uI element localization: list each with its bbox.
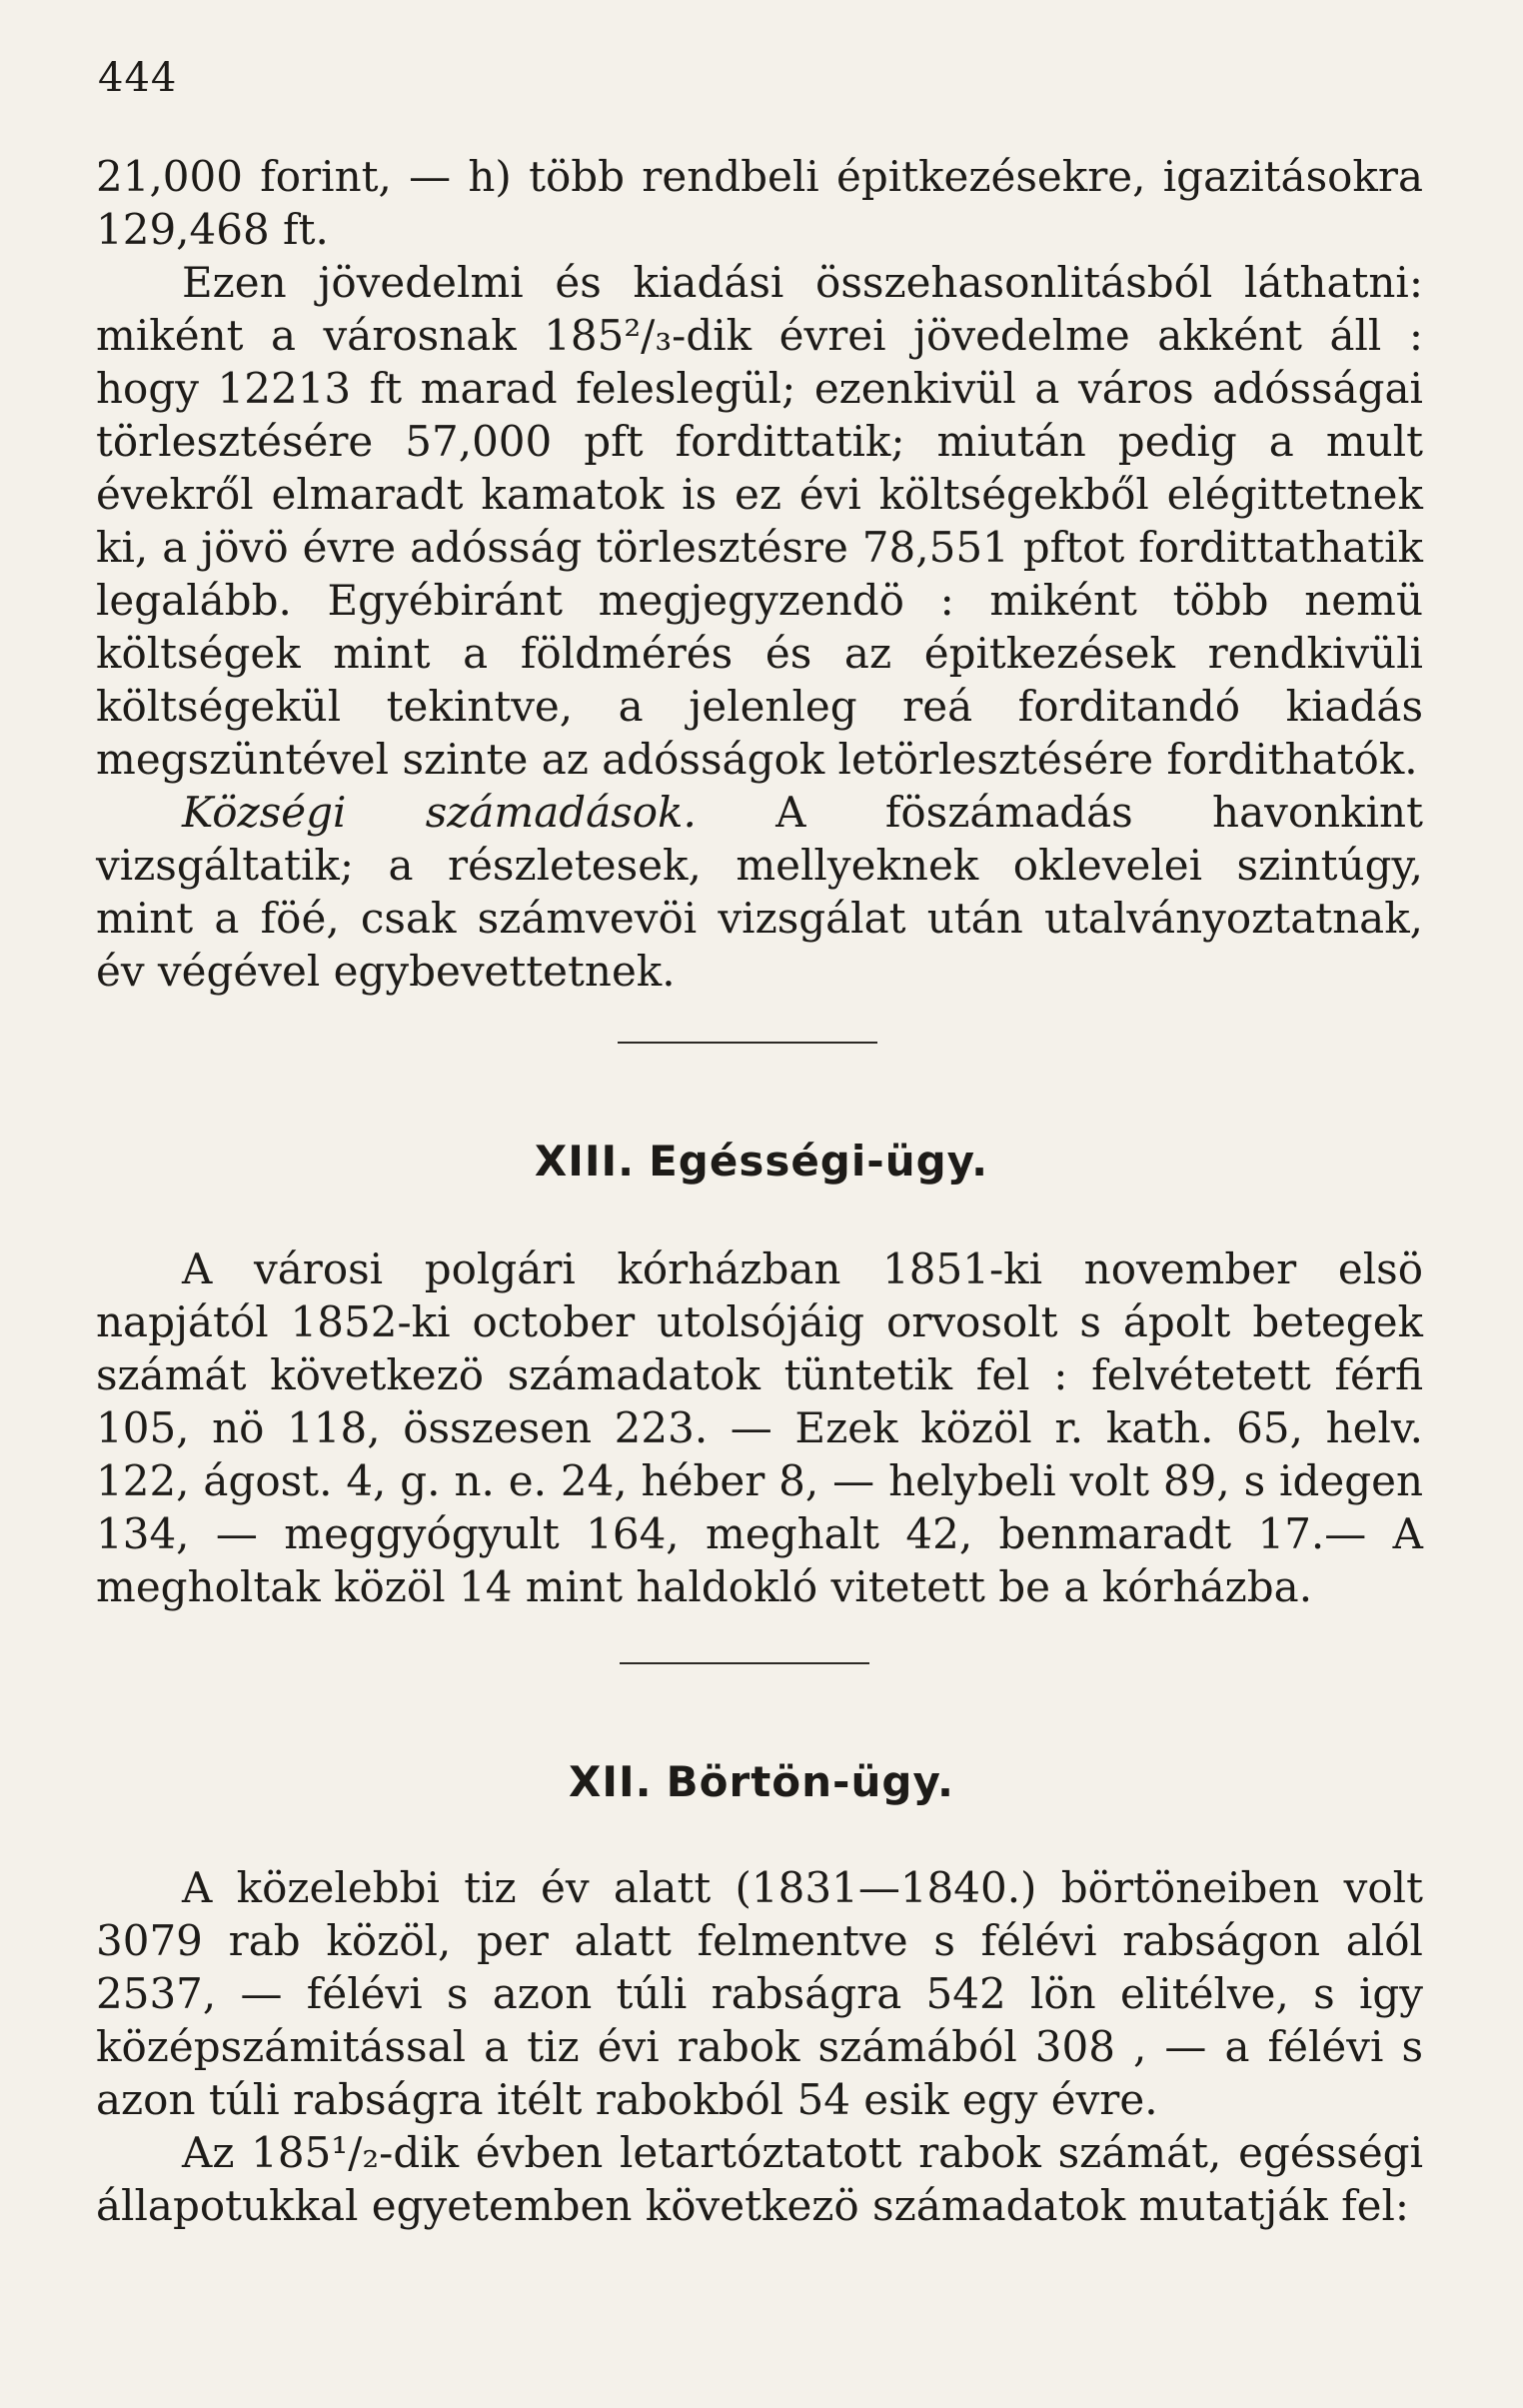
section-heading-xiii [0,1137,1523,1186]
section-number: XIII. [534,1137,636,1186]
paragraph-health-of-prisoners: Az 185¹/₂-dik évben letartóztatott rabok számát, egésségi állapotukkal egyetemben következö számadatok mutatják fel: [96,2128,1423,2230]
paragraph-comparison: Ezen jövedelmi és kiadási összehasonlitásból láthatni: miként a városnak 185²/₃-dik évrei jövedelme akként áll : hogy 12213 ft marad feleslegül; ezenkivül a város adósságai törlesztésére 57,000 pft fordittatik; miután pedig a mult évekről elmaradt kamatok is ez évi költségekből elégittetnek ki, a jövö évre adósság törlesztésre 78,551 pftot fordittathatik legalább. Egyébiránt megjegyzendö : miként több nemü költségek mint a földmérés és az épitkezések rendkivüli költségekül tekintve, a jelenleg reá forditandó kiadás megszüntével szinte az adósságok letörlesztésére fordithatók. [96,258,1423,784]
paragraph-continuation: 21,000 forint, — h) több rendbeli épitkezésekre, igazitásokra 129,468 ft. [96,152,1423,254]
page-number: 444 [98,55,178,101]
section-title: Egésségi-ügy. [649,1137,989,1186]
health-section [96,1242,1423,1613]
section-divider [620,1662,869,1664]
paragraph-prisoners: A közelebbi tiz év alatt (1831—1840.) börtöneiben volt 3079 rab közöl, per alatt felmentve s félévi rabságon alól 2537, — félévi s azon túli rabságra 542 lön elitélve, s igy középszámitással a tiz évi rabok számából 308 , — a félévi s azon túli rabságra itélt rabokból 54 esik egy évre. [96,1863,1423,2124]
section-number: XII. [569,1757,653,1806]
prison-section [96,1861,1423,2232]
section-divider [618,1042,877,1044]
paragraph-accounts [96,786,1423,998]
intro-section [96,150,1423,998]
paragraph-hospital: A városi polgári kórházban 1851-ki november elsö napjától 1852-ki october utolsójáig orvosolt s ápolt betegek számát következö számadatok tüntetik fel : felvétetett férfi 105, nö 118, összesen 223. — Ezek közöl r. kath. 65, helv. 122, ágost. 4, g. n. e. 24, héber 8, — helybeli volt 89, s idegen 134, — meggyógyult 164, meghalt 42, benmaradt 17.— A megholtak közöl 14 mint haldokló vitetett be a kórházba. [96,1244,1423,1611]
accounts-label: Községi számadások. [182,788,697,837]
section-title: Börtön-ügy. [666,1757,954,1806]
section-heading-xii [0,1757,1523,1806]
accounts-text: A föszámadás havonkint vizsgáltatik; a részletesek, mellyeknek oklevelei szintúgy, mint a föé, csak számvevöi vizsgálat után utalványoztatnak, év végével egybevettetnek. [96,788,1423,996]
